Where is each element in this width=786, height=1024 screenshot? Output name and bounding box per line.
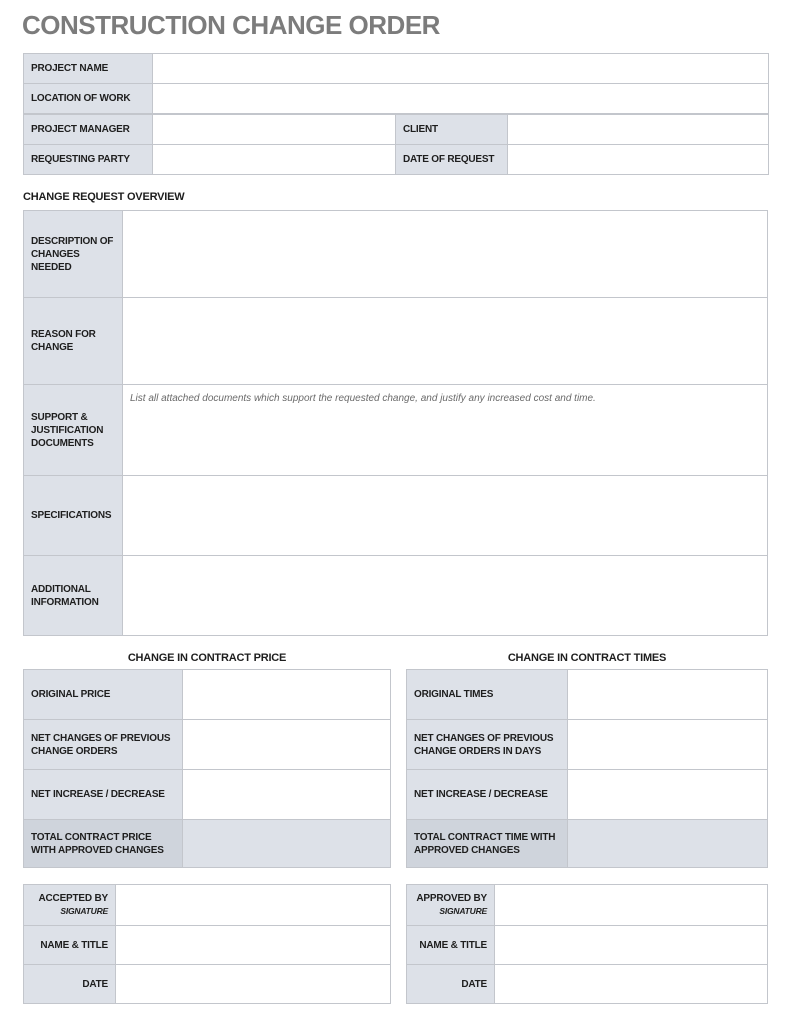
approved-by-label [407,885,495,926]
specifications-field[interactable] [123,476,768,556]
overview-table [23,210,768,636]
reason-field[interactable] [123,298,768,385]
contract-price-heading: CHANGE IN CONTRACT PRICE [127,652,287,664]
approved-signature-label: SIGNATURE [439,906,487,916]
accepted-signature-field[interactable] [116,885,391,926]
approved-date-field[interactable] [495,965,768,1004]
price-net-change-label: NET INCREASE / DECREASE [24,770,183,820]
date-of-request-field[interactable] [508,145,769,175]
original-times-label: ORIGINAL TIMES [407,670,568,720]
support-label: SUPPORT & JUSTIFICATION DOCUMENTS [24,385,123,476]
accepted-name-title-label: NAME & TITLE [24,926,116,965]
price-net-change-field[interactable] [183,770,391,820]
reason-label: REASON FOR CHANGE [24,298,123,385]
client-field[interactable] [508,115,769,145]
date-of-request-label: DATE OF REQUEST [396,145,508,175]
project-manager-label: PROJECT MANAGER [24,115,153,145]
requesting-party-label: REQUESTING PARTY [24,145,153,175]
project-info-table [23,53,769,114]
location-of-work-label: LOCATION OF WORK [24,84,153,114]
project-manager-field[interactable] [153,115,396,145]
times-net-change-field[interactable] [568,770,768,820]
total-time-label: TOTAL CONTRACT TIME WITH APPROVED CHANGES [407,820,568,868]
original-price-label: ORIGINAL PRICE [24,670,183,720]
page-title: CONSTRUCTION CHANGE ORDER [22,10,440,40]
total-time-field[interactable] [568,820,768,868]
location-of-work-field[interactable] [153,84,769,114]
accepted-date-label: DATE [24,965,116,1004]
contract-times-heading: CHANGE IN CONTRACT TIMES [507,652,667,664]
approved-signature-field[interactable] [495,885,768,926]
description-field[interactable] [123,211,768,298]
times-net-change-label: NET INCREASE / DECREASE [407,770,568,820]
price-net-previous-label: NET CHANGES OF PREVIOUS CHANGE ORDERS [24,720,183,770]
accepted-name-title-field[interactable] [116,926,391,965]
approved-name-title-label: NAME & TITLE [407,926,495,965]
total-price-field[interactable] [183,820,391,868]
approved-name-title-field[interactable] [495,926,768,965]
price-net-previous-field[interactable] [183,720,391,770]
support-field[interactable]: List all attached documents which support the requested change, and justify any increased cost and time. [123,385,768,476]
project-parties-table [23,114,769,175]
contract-price-table [23,669,391,868]
accepted-by-label [24,885,116,926]
specifications-label: SPECIFICATIONS [24,476,123,556]
times-net-previous-label: NET CHANGES OF PREVIOUS CHANGE ORDERS IN DAYS [407,720,568,770]
accepted-by-table [23,884,391,1004]
accepted-by-text: ACCEPTED BY [38,893,108,904]
approved-by-text: APPROVED BY [416,893,487,904]
requesting-party-field[interactable] [153,145,396,175]
approved-date-label: DATE [407,965,495,1004]
project-name-label: PROJECT NAME [24,54,153,84]
additional-info-field[interactable] [123,556,768,636]
client-label: CLIENT [396,115,508,145]
description-label: DESCRIPTION OF CHANGES NEEDED [24,211,123,298]
original-price-field[interactable] [183,670,391,720]
times-net-previous-field[interactable] [568,720,768,770]
project-name-field[interactable] [153,54,769,84]
additional-info-label: ADDITIONAL INFORMATION [24,556,123,636]
approved-by-table [406,884,768,1004]
accepted-date-field[interactable] [116,965,391,1004]
total-price-label: TOTAL CONTRACT PRICE WITH APPROVED CHANGES [24,820,183,868]
original-times-field[interactable] [568,670,768,720]
accepted-signature-label: SIGNATURE [60,906,108,916]
overview-heading: CHANGE REQUEST OVERVIEW [23,191,185,203]
contract-times-table [406,669,768,868]
